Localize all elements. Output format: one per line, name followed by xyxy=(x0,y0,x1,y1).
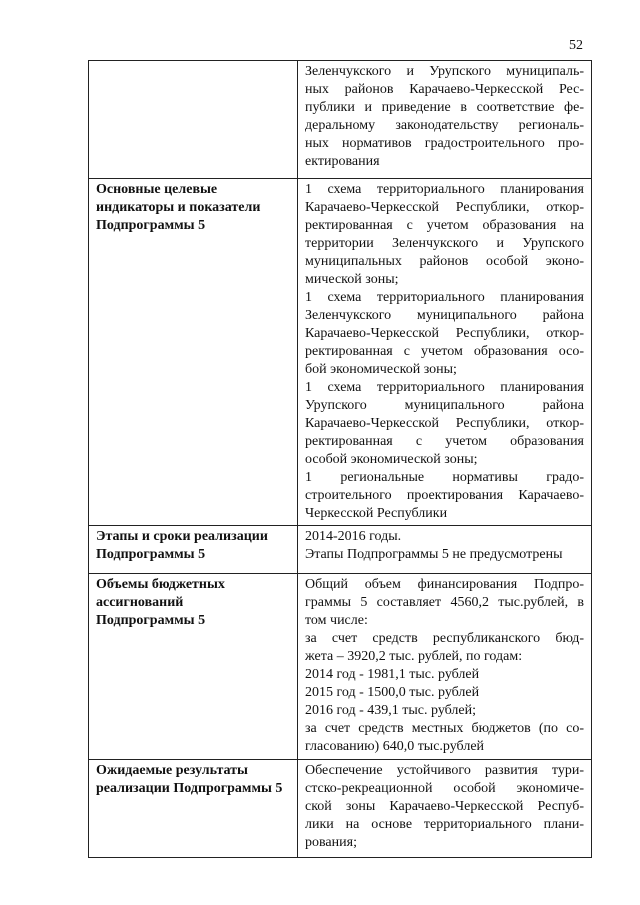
text-line: Черкесской Республики xyxy=(305,506,448,521)
subprogram-passport-table xyxy=(88,60,592,858)
table-row xyxy=(89,760,592,858)
text-line: Обеспечение устойчивого развития тури- xyxy=(305,763,584,778)
text-line: 1 схема территориального планирования xyxy=(305,290,584,305)
text-line: граммы 5 составляет 4560,2 тыс.рублей, в xyxy=(305,595,584,610)
table-row xyxy=(89,574,592,760)
row-label-line: индикаторы и показатели xyxy=(96,200,261,215)
text-line: 2016 год - 439,1 тыс. рублей; xyxy=(305,703,477,718)
text-line: 1 схема территориального планирования xyxy=(305,380,584,395)
text-line: строительного проектирования Карачаево- xyxy=(305,488,584,503)
text-line: ректированная с учетом образования осо- xyxy=(305,344,584,359)
row-label-cell xyxy=(89,574,298,760)
row-label-cell xyxy=(89,526,298,574)
text-line: том числе: xyxy=(305,613,368,628)
row-content-cell xyxy=(298,61,592,179)
text-line: бой экономической зоны; xyxy=(305,362,457,377)
text-line: за счет средств республиканского бюд- xyxy=(305,631,584,646)
row-label-line: Ожидаемые результаты xyxy=(96,763,248,778)
text-line: Зеленчукского муниципального района xyxy=(305,308,584,323)
text-line: 2014-2016 годы. xyxy=(305,529,402,544)
row-content-cell xyxy=(298,760,592,858)
text-line: Карачаево-Черкесской Республики, откор- xyxy=(305,416,584,431)
text-line: 1 региональные нормативы градо- xyxy=(305,470,584,485)
row-content-cell xyxy=(298,179,592,526)
text-line: территории Зеленчукского и Урупского xyxy=(305,236,584,251)
text-line: Этапы Подпрограммы 5 не предусмотрены xyxy=(305,547,563,562)
row-content-cell xyxy=(298,526,592,574)
text-line: ных районов Карачаево-Черкесской Рес- xyxy=(305,82,584,97)
text-line: 2015 год - 1500,0 тыс. рублей xyxy=(305,685,480,700)
row-label-cell xyxy=(89,179,298,526)
text-line: ректированная с учетом образования на xyxy=(305,218,584,233)
row-label-line: Этапы и сроки реализации xyxy=(96,529,268,544)
row-label-line: ассигнований xyxy=(96,595,184,610)
text-line: мической зоны; xyxy=(305,272,399,287)
row-label-cell xyxy=(89,61,298,179)
text-line: жета – 3920,2 тыс. рублей, по годам: xyxy=(305,649,523,664)
row-label-line: Подпрограммы 5 xyxy=(96,613,206,628)
row-label-line: реализации Подпрограммы 5 xyxy=(96,781,283,796)
text-line: Карачаево-Черкесской Республики, откор- xyxy=(305,326,584,341)
row-label-line: Основные целевые xyxy=(96,182,218,197)
row-label-cell xyxy=(89,760,298,858)
text-line: стско-рекреационной особой экономиче- xyxy=(305,781,584,796)
text-line: муниципальных районов особой эконо- xyxy=(305,254,584,269)
table-row xyxy=(89,179,592,526)
text-line: Зеленчукского и Урупского муниципаль- xyxy=(305,64,584,79)
text-line: особой экономической зоны; xyxy=(305,452,478,467)
row-label-line: Подпрограммы 5 xyxy=(96,547,206,562)
text-line: рования; xyxy=(305,835,357,850)
text-line: 1 схема территориального планирования xyxy=(305,182,584,197)
text-line: Общий объем финансирования Подпро- xyxy=(305,577,584,592)
text-line: за счет средств местных бюджетов (по со- xyxy=(305,721,584,736)
text-line: 2014 год - 1981,1 тыс. рублей xyxy=(305,667,480,682)
table-row xyxy=(89,526,592,574)
text-line: ректированная с учетом образования xyxy=(305,434,584,449)
row-label-line: Объемы бюджетных xyxy=(96,577,225,592)
text-line: Урупского муниципального района xyxy=(305,398,584,413)
row-content-cell xyxy=(298,574,592,760)
row-label-line: Подпрограммы 5 xyxy=(96,218,206,233)
text-line: публики и приведение в соответствие фе- xyxy=(305,100,584,115)
text-line: ных нормативов градостроительного про- xyxy=(305,136,584,151)
text-line: лики на основе территориального плани- xyxy=(305,817,584,832)
page-number: 52 xyxy=(569,38,583,53)
text-line: гласованию) 640,0 тыс.рублей xyxy=(305,739,485,754)
text-line: ской зоны Карачаево-Черкесской Респуб- xyxy=(305,799,584,814)
text-line: Карачаево-Черкесской Республики, откор- xyxy=(305,200,584,215)
text-line: ектирования xyxy=(305,154,380,169)
text-line: деральному законодательству региональ- xyxy=(305,118,584,133)
table-row xyxy=(89,61,592,179)
